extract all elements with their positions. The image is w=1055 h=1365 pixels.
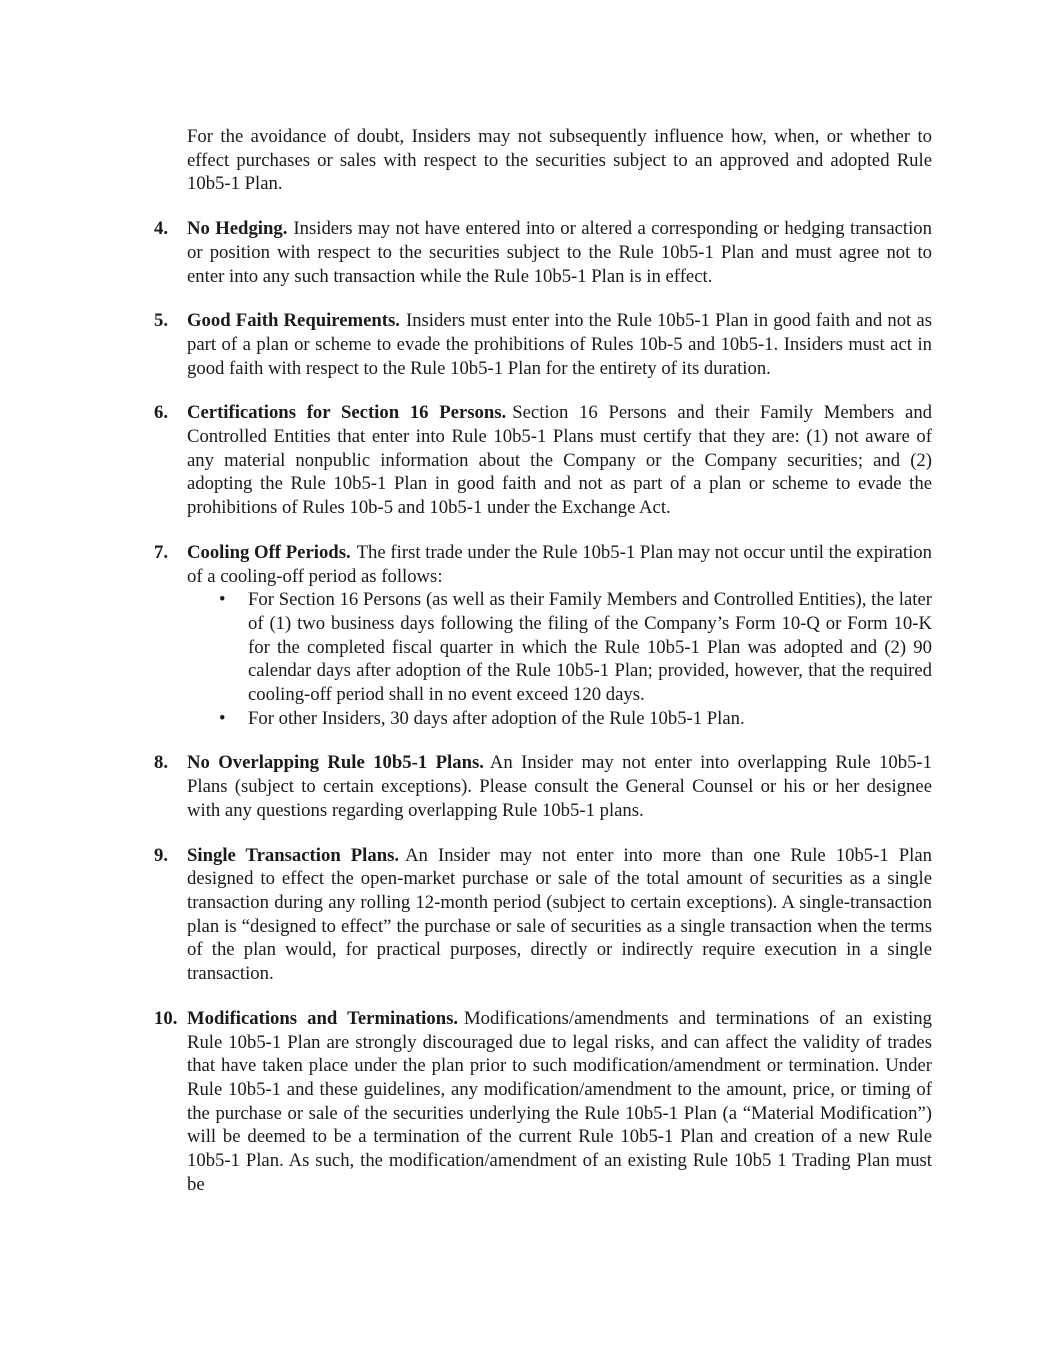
- section-paragraph: [187, 401, 932, 520]
- section-item-7: [154, 541, 932, 731]
- bullet-dot-icon: •: [219, 589, 226, 611]
- section-number: 10.: [154, 1007, 178, 1029]
- section-paragraph: [187, 1007, 932, 1197]
- section-heading: Cooling Off Periods.: [187, 541, 351, 563]
- intro-paragraph: For the avoidance of doubt, Insiders may not subsequently influence how, when, or whether to effect purchases or sales with respect to the securities subject to an approved and adopted Rule 10b5-1 Plan.: [187, 126, 932, 195]
- bullet-dot-icon: •: [219, 707, 226, 729]
- section-paragraph: [187, 751, 932, 822]
- section-paragraph: [187, 844, 932, 986]
- section-item-10: [154, 1007, 932, 1197]
- section-heading: Single Transaction Plans.: [187, 844, 400, 866]
- section-heading: No Overlapping Rule 10b5-1 Plans.: [187, 752, 484, 774]
- section-heading: No Hedging.: [187, 218, 288, 240]
- section-number: 8.: [154, 752, 169, 774]
- section-item-5: [154, 309, 932, 380]
- section-item-4: [154, 217, 932, 288]
- document-body: [154, 125, 933, 1217]
- section-heading: Modifications and Terminations.: [187, 1007, 459, 1029]
- section-number: 6.: [154, 402, 169, 424]
- section-number: 9.: [154, 844, 169, 866]
- section-text: Insiders may not have entered into or altered a corresponding or hedging transaction or position with respect to the securities subject to the Rule 10b5-1 Plan and must agree not to enter into any such transaction while the Rule 10b5-1 Plan is in effect.: [187, 218, 932, 287]
- section-text: Insiders must enter into the Rule 10b5-1 Plan in good faith and not as part of a plan or scheme to evade the prohibitions of Rules 10b-5 and 10b5-1. Insiders must act in good faith with respect to the Rule 10b5-1 Plan for the entirety of its duration.: [187, 310, 932, 379]
- section-text: An Insider may not enter into overlapping Rule 10b5-1 Plans (subject to certain exceptions). Please consult the General Counsel or his or her designee with any questions regarding overlapping Rule 10b5-1 plans.: [187, 752, 932, 821]
- section-item-6: [154, 401, 933, 520]
- section-heading: Certifications for Section 16 Persons.: [187, 402, 507, 424]
- bullet-item: • For Section 16 Persons (as well as their Family Members and Controlled Entities), the later of (1) two business days following the filing of the Company’s Form 10-Q or Form 10-K for the completed fiscal quarter in which the Rule 10b5-1 Plan was adopted and (2) 90 calendar days after adoption of the Rule 10b5-1 Plan; provided, however, that the required cooling-off period shall in no event exceed 120 days.: [219, 589, 932, 706]
- section-paragraph: [187, 541, 932, 588]
- section-text: Section 16 Persons and their Family Members and Controlled Entities that enter into Rule 10b5-1 Plans must certify that they are: (1) not aware of any material nonpublic information about the Company or the Company securities; and (2) adopting the Rule 10b5-1 Plan in good faith and not as part of a plan or scheme to evade the prohibitions of Rules 10b-5 and 10b5-1 under the Exchange Act.: [187, 402, 933, 519]
- section-paragraph: [187, 217, 932, 288]
- bullet-item: • For other Insiders, 30 days after adoption of the Rule 10b5-1 Plan.: [219, 707, 745, 729]
- section-number: 7.: [154, 541, 169, 563]
- bullet-list: [187, 588, 932, 730]
- section-text: An Insider may not enter into more than one Rule 10b5-1 Plan designed to effect the open-market purchase or sale of the total amount of securities as a single transaction during any rolling 12-month period (subject to certain exceptions). A single-transaction plan is “designed to effect” the purchase or sale of securities as a single transaction when the terms of the plan would, for practical purposes, directly or indirectly require execution in a single transaction.: [187, 844, 932, 985]
- section-heading: Good Faith Requirements.: [187, 310, 400, 332]
- section-item-9: [154, 844, 932, 986]
- section-paragraph: [187, 309, 932, 380]
- section-number: 5.: [154, 310, 169, 332]
- section-text: Modifications/amendments and terminations of an existing Rule 10b5-1 Plan are strongly discouraged due to legal risks, and can affect the validity of trades that have taken place under the plan prior to such modification/amendment or termination. Under Rule 10b5-1 and these guidelines, any modification/amendment to the amount, price, or timing of the purchase or sale of the securities underlying the Rule 10b5-1 Plan (a “Material Modification”) will be deemed to be a termination of the current Rule 10b5-1 Plan and creation of a new Rule 10b5-1 Plan. As such, the modification/amendment of an existing Rule 10b5 1 Trading Plan must be: [187, 1007, 932, 1195]
- section-item-8: [154, 751, 932, 822]
- section-text: The first trade under the Rule 10b5-1 Plan may not occur until the expiration of a cooling-off period as follows:: [187, 541, 932, 587]
- section-number: 4.: [154, 218, 169, 240]
